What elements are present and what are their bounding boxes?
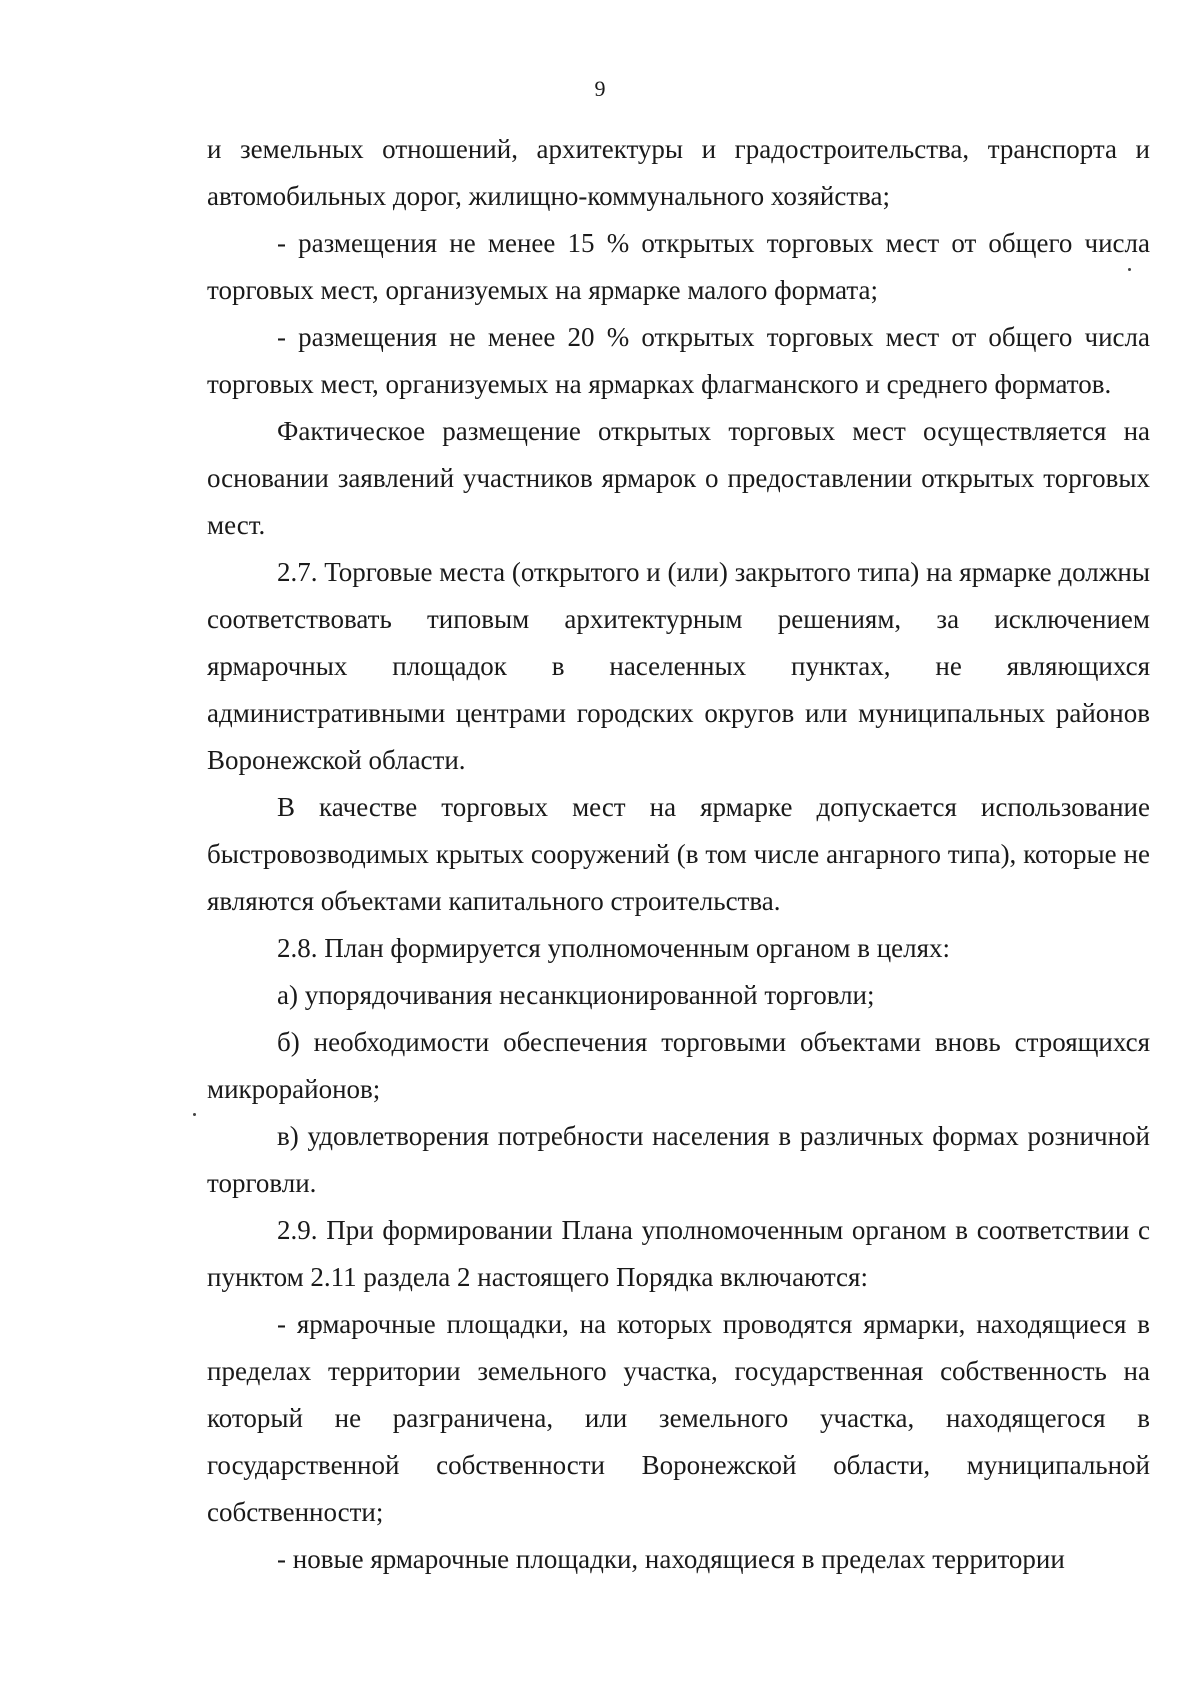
paragraph-quick-erected-structures: В качестве торговых мест на ярмарке допускается использование быстровозводимых крытых сооружений (в том числе ангарного типа), которые не являются объектами капитального строительства. [207,792,1150,916]
paragraph-clause-2-9: 2.9. При формировании Плана уполномоченным органом в соответствии с пунктом 2.11 раздела 2 настоящего Порядка включаются: [207,1215,1150,1292]
paragraph-clause-2-7: 2.7. Торговые места (открытого и (или) закрытого типа) на ярмарке должны соответствовать типовым архитектурным решениям, за исключением ярмарочных площадок в населенных пунктах, не являющихся административными центрами городских округов или муниципальных районов Воронежской области. [207,557,1150,775]
paragraph-actual-placement: Фактическое размещение открытых торговых мест осуществляется на основании заявлений участников ярмарок о предоставлении открытых торговых мест. [207,416,1150,540]
paragraph-small-format-share: - размещения не менее 15 % открытых торговых мест от общего числа торговых мест, организуемых на ярмарке малого формата; [207,228,1150,305]
paragraph-flagship-format-share: - размещения не менее 20 % открытых торговых мест от общего числа торговых мест, организуемых на ярмарках флагманского и среднего форматов. [207,322,1150,399]
paragraph-clause-2-8: 2.8. План формируется уполномоченным органом в целях: [277,933,951,963]
paragraph-continuation: и земельных отношений, архитектуры и градостроительства, транспорта и автомобильных дорог, жилищно-коммунального хозяйства; [207,134,1150,211]
document-body [207,126,1150,1583]
paragraph-item-v: в) удовлетворения потребности населения в различных формах розничной торговли. [207,1121,1150,1198]
scan-speck [1128,268,1131,271]
paragraph-item-a: а) упорядочивания несанкционированной торговли; [277,980,875,1010]
page-number: 9 [594,76,606,101]
paragraph-existing-fair-sites: - ярмарочные площадки, на которых проводятся ярмарки, находящиеся в пределах территории земельного участка, государственная собственность на который не разграничена, или земельного участка, находящегося в государственной собственности Воронежской области, муниципальной собственности; [207,1309,1150,1527]
scan-speck [193,1113,196,1116]
paragraph-item-b: б) необходимости обеспечения торговыми объектами вновь строящихся микрорайонов; [207,1027,1150,1104]
paragraph-new-fair-sites: - новые ярмарочные площадки, находящиеся в пределах территории [277,1544,1065,1574]
